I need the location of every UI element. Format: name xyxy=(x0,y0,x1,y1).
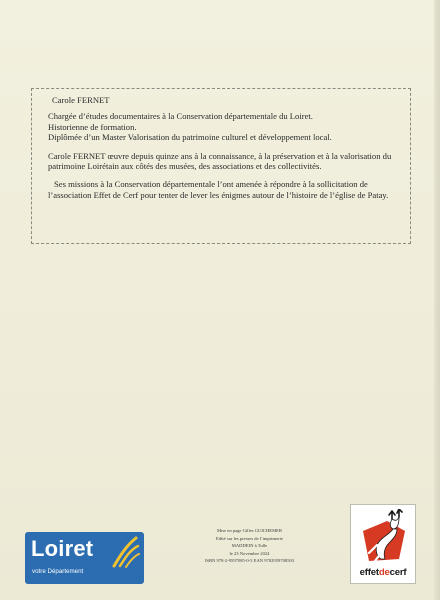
colophon-printer-name: MADDEIN à Tulle xyxy=(231,543,268,549)
colophon xyxy=(172,527,327,565)
loiret-department-logo xyxy=(25,532,144,584)
page-edge xyxy=(434,0,440,600)
effet-word-part: de xyxy=(378,567,390,578)
author-bio-box xyxy=(31,88,411,244)
author-credentials xyxy=(48,111,400,142)
colophon-layout-credit: Mise en page Gilles GUICHEMER xyxy=(216,528,283,533)
bio-paragraph-2: Ses missions à la Conservation départementale l’ont amenée à répondre à la sollicitation de l’association Effet de Cerf pour tenter de lever les énigmes autour de l’histoire de l’église de Patay. xyxy=(48,179,389,200)
author-name: Carole FERNET xyxy=(52,95,110,105)
wheat-icon xyxy=(110,534,140,568)
effet-de-cerf-wordmark xyxy=(351,567,415,578)
credential-line: Chargée d’études documentaires à la Conservation départementale du Loiret. xyxy=(48,111,313,122)
colophon-printer: Edité sur les presses de l’imprimerie xyxy=(216,535,283,541)
bio-paragraph-1: Carole FERNET œuvre depuis quinze ans à la connaissance, à la préservation et à la valorisation du patrimoine Loirétain aux côtés des musées, des associations et des collectivités. xyxy=(48,150,392,172)
colophon-isbn: ISBN 978-2-9597085-0-3 EAN 9782959708503 xyxy=(204,558,295,564)
stag-icon xyxy=(359,509,409,565)
effet-de-cerf-logo xyxy=(350,504,416,584)
colophon-date: le 23 Novembre 2024 xyxy=(229,550,270,556)
loiret-logo-word: Loiret xyxy=(31,536,94,561)
credential-line: Historienne de formation. xyxy=(48,121,137,132)
effet-word-part: effet xyxy=(359,567,379,578)
effet-word-part: cerf xyxy=(389,567,407,578)
credential-line: Diplômée d’un Master Valorisation du patrimoine culturel et développement local. xyxy=(48,132,332,143)
loiret-logo-subtitle: votre Département xyxy=(32,568,84,575)
